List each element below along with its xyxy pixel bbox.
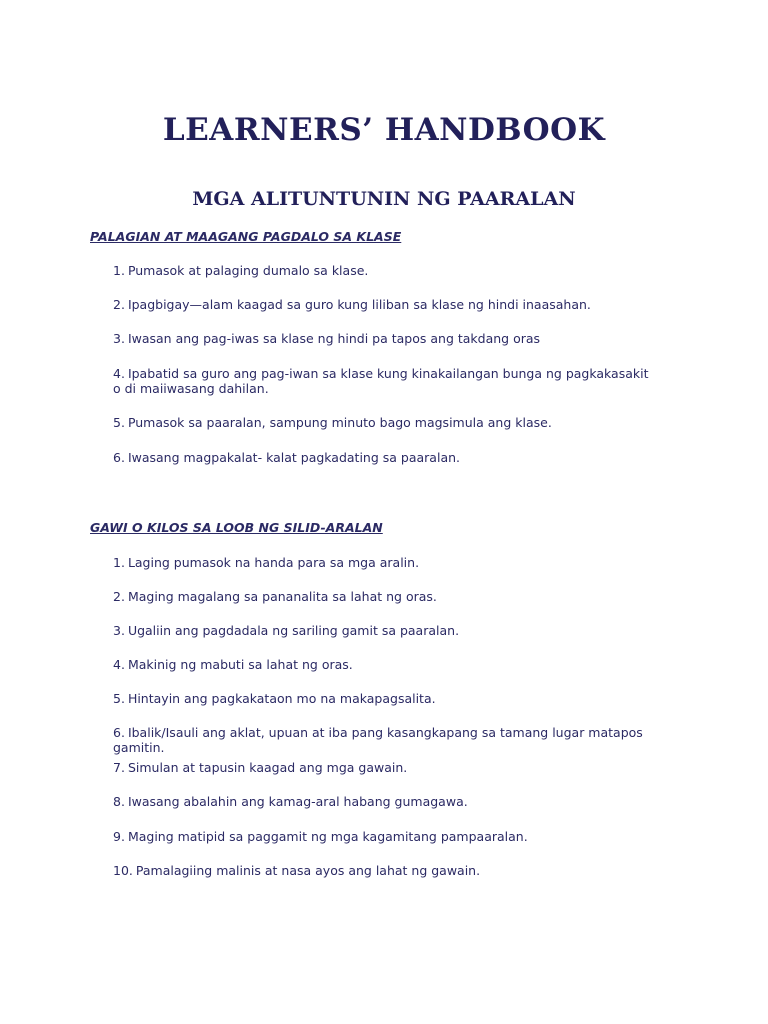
list-item: 5. Hintayin ang pagkakataon mo na makapagsalita. xyxy=(113,691,436,706)
section-heading-classroom-behavior: GAWI O KILOS SA LOOB NG SILID-ARALAN xyxy=(90,520,383,535)
list-item: 2. Ipagbigay—alam kaagad sa guro kung liliban sa klase ng hindi inaasahan. xyxy=(113,297,591,312)
list-item: 6. Iwasang magpakalat- kalat pagkadating sa paaralan. xyxy=(113,450,460,465)
list-item: 5. Pumasok sa paaralan, sampung minuto bago magsimula ang klase. xyxy=(113,415,552,430)
section-heading-attendance: PALAGIAN AT MAAGANG PAGDALO SA KLASE xyxy=(90,229,402,244)
list-item: 1. Pumasok at palaging dumalo sa klase. xyxy=(113,263,369,278)
list-item: 6. Ibalik/Isauli ang aklat, upuan at iba pang kasangkapang sa tamang lugar matapos gamitin. xyxy=(113,725,643,755)
list-item: 9. Maging matipid sa paggamit ng mga kagamitang pampaaralan. xyxy=(113,829,528,844)
list-item: 7. Simulan at tapusin kaagad ang mga gawain. xyxy=(113,760,408,775)
list-item: 3. Ugaliin ang pagdadala ng sariling gamit sa paaralan. xyxy=(113,623,460,638)
list-item: 4. Makinig ng mabuti sa lahat ng oras. xyxy=(113,657,353,672)
list-item: 8. Iwasang abalahin ang kamag-aral habang gumagawa. xyxy=(113,794,468,809)
list-item: 10. Pamalagiing malinis at nasa ayos ang lahat ng gawain. xyxy=(113,863,481,878)
page-subtitle: MGA ALITUNTUNIN NG PAARALAN xyxy=(192,188,576,210)
list-item: 3. Iwasan ang pag-iwas sa klase ng hindi pa tapos ang takdang oras xyxy=(113,331,541,346)
list-item: 4. Ipabatid sa guro ang pag-iwan sa klase kung kinakailangan bunga ng pagkakasakit o di maiiwasang dahilan. xyxy=(113,366,649,396)
list-item: 2. Maging magalang sa pananalita sa lahat ng oras. xyxy=(113,589,437,604)
page-title: LEARNERS’ HANDBOOK xyxy=(162,112,606,148)
list-item: 1. Laging pumasok na handa para sa mga aralin. xyxy=(113,555,420,570)
